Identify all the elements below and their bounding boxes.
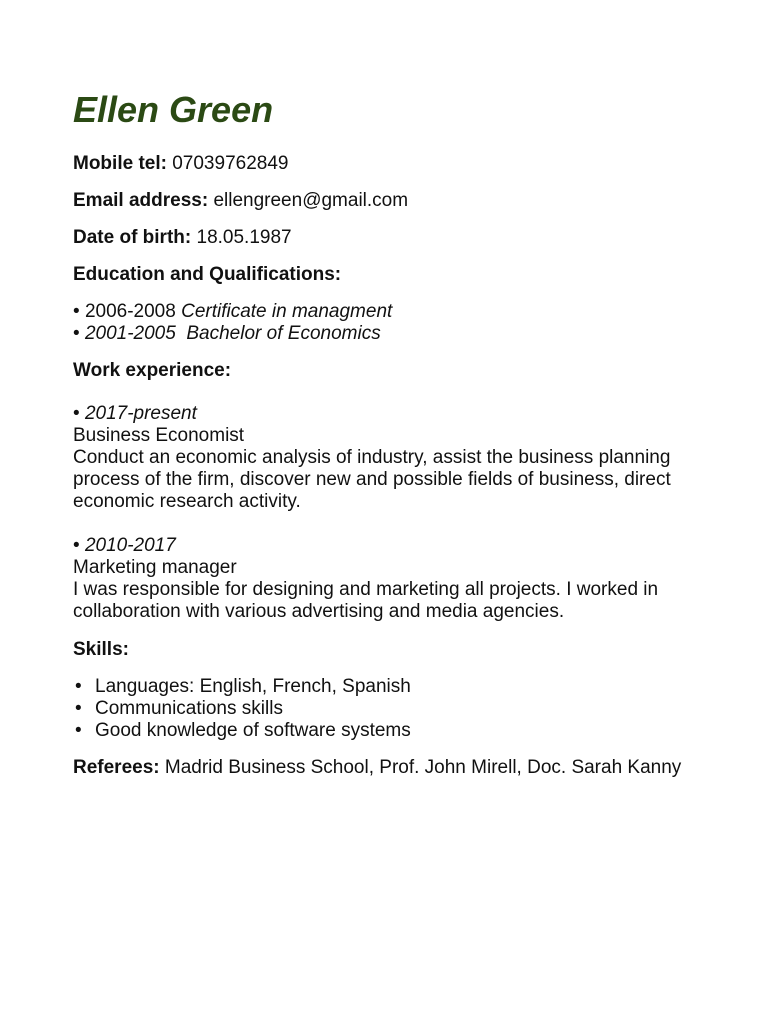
job-period: 2017-present [84, 403, 197, 424]
job-description: Conduct an economic analysis of industry, assist the business planning process of the firm, discover new and possible fields of business, direct economic research activity. [73, 447, 671, 512]
mobile-label: Mobile tel: [73, 153, 167, 174]
cv-document [73, 88, 723, 794]
education-heading: Education and Qualifications: [73, 264, 342, 285]
job-entry [73, 535, 723, 623]
skills-list [73, 676, 723, 742]
referees-value: Madrid Business School, Prof. John Mirell, Doc. Sarah Kanny [164, 757, 682, 778]
skill-item [73, 720, 723, 742]
skill-item [73, 676, 723, 698]
bullet: • [75, 720, 82, 741]
education-years: 2006-2008 [84, 301, 176, 322]
skill-item [73, 698, 723, 720]
work-heading: Work experience: [73, 360, 232, 381]
skill-text: Good knowledge of software systems [95, 720, 411, 741]
skills-heading: Skills: [73, 639, 129, 660]
job-description: I was responsible for designing and marketing all projects. I worked in collaboration with various advertising and media agencies. [73, 579, 659, 622]
job-period-line [73, 403, 723, 425]
dob-row [73, 227, 723, 249]
education-title: Bachelor of Economics [186, 323, 381, 344]
mobile-row [73, 153, 723, 175]
dob-label: Date of birth: [73, 227, 192, 248]
job-period: 2010-2017 [84, 535, 176, 556]
skill-text: Languages: English, French, Spanish [95, 676, 411, 697]
skill-text: Communications skills [95, 698, 283, 719]
education-item [73, 301, 723, 323]
person-name: Ellen Green [73, 89, 274, 130]
email-value: ellengreen@gmail.com [213, 190, 409, 211]
mobile-value: 07039762849 [172, 153, 289, 174]
education-list [73, 301, 723, 345]
job-role: Marketing manager [73, 557, 237, 578]
bullet: • [73, 323, 80, 344]
bullet: • [73, 535, 80, 556]
dob-value: 18.05.1987 [196, 227, 292, 248]
education-years: 2001-2005 [84, 323, 176, 344]
bullet: • [75, 698, 82, 719]
job-period-line [73, 535, 723, 557]
bullet: • [75, 676, 82, 697]
education-title: Certificate in managment [181, 301, 393, 322]
referees-row [73, 757, 723, 779]
bullet: • [73, 403, 80, 424]
email-row [73, 190, 723, 212]
bullet: • [73, 301, 80, 322]
job-role: Business Economist [73, 425, 245, 446]
referees-label: Referees: [73, 757, 160, 778]
job-entry [73, 403, 723, 513]
email-label: Email address: [73, 190, 209, 211]
education-item [73, 323, 723, 345]
